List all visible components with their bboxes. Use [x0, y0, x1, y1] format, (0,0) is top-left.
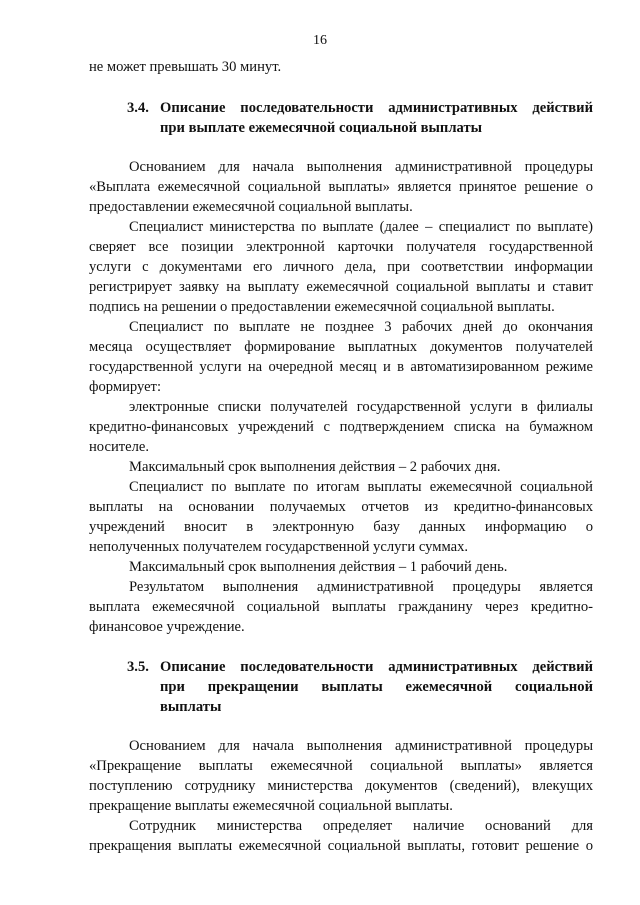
body-line: месяца осуществляет формирование выплатных документов получателей	[89, 339, 593, 355]
body-line: Специалист по выплате по итогам выплаты ежемесячной социальной	[129, 479, 593, 495]
body-line: Специалист по выплате не позднее 3 рабочих дней до окончания	[129, 319, 593, 335]
body-line: Максимальный срок выполнения действия – 2 рабочих дня.	[129, 459, 501, 475]
section-34-number: 3.4.	[127, 100, 149, 116]
body-line: сверяет все позиции электронной карточки получателя государственной	[89, 239, 593, 255]
body-line: Результатом выполнения административной процедуры является	[129, 579, 593, 595]
body-line: электронные списки получателей государственной услуги в филиалы	[129, 399, 593, 415]
body-line: учреждений вносит в электронную базу данных информацию о	[89, 519, 593, 535]
body-line: «Выплата ежемесячной социальной выплаты» является принятое решение о	[89, 179, 593, 195]
body-line: выплаты на основании получаемых отчетов из кредитно-финансовых	[89, 499, 593, 515]
body-line: Основанием для начала выполнения административной процедуры	[129, 738, 593, 754]
body-line: Основанием для начала выполнения административной процедуры	[129, 159, 593, 175]
body-line: прекращение выплаты ежемесячной социальной выплаты.	[89, 798, 453, 814]
page-number: 16	[313, 33, 327, 48]
body-line: формирует:	[89, 379, 161, 395]
body-line: выплата ежемесячной социальной выплаты гражданину через кредитно-	[89, 599, 593, 615]
body-line: кредитно-финансовых учреждений с подтверждением списка на бумажном	[89, 419, 593, 435]
body-line: регистрирует заявку на выплату ежемесячной социальной выплаты и ставит	[89, 279, 593, 295]
body-line: подпись на решении о предоставлении ежемесячной социальной выплаты.	[89, 299, 555, 315]
body-line: предоставлении ежемесячной социальной выплаты.	[89, 199, 413, 215]
body-line: неполученных получателем государственной услуги суммах.	[89, 539, 469, 555]
body-line: поступлению сотруднику министерства документов (сведений), влекущих	[89, 778, 593, 794]
body-line: прекращения выплаты ежемесячной социальной выплаты, готовит решение о	[89, 838, 593, 854]
body-line: «Прекращение выплаты ежемесячной социальной выплаты» является	[89, 758, 593, 774]
body-line: носителе.	[89, 439, 150, 455]
section-34-title-line: Описание последовательности административных действий	[160, 100, 593, 116]
intro-line: не может превышать 30 минут.	[89, 59, 282, 75]
section-35-title-line: при прекращении выплаты ежемесячной социальной	[160, 679, 593, 695]
section-34-title-line: при выплате ежемесячной социальной выплаты	[160, 120, 483, 136]
body-line: финансовое учреждение.	[89, 619, 245, 635]
body-line: Сотрудник министерства определяет наличие оснований для	[129, 818, 593, 834]
section-35-number: 3.5.	[127, 659, 149, 675]
body-line: Максимальный срок выполнения действия – 1 рабочий день.	[129, 559, 508, 575]
section-35-title-line: выплаты	[160, 699, 222, 715]
section-35-title-line: Описание последовательности административных действий	[160, 659, 593, 675]
body-line: услуги с документами его личного дела, при соответствии информации	[89, 259, 593, 275]
body-line: государственной услуги на очередной месяц и в автоматизированном режиме	[89, 359, 593, 375]
body-line: Специалист министерства по выплате (далее – специалист по выплате)	[129, 219, 593, 235]
